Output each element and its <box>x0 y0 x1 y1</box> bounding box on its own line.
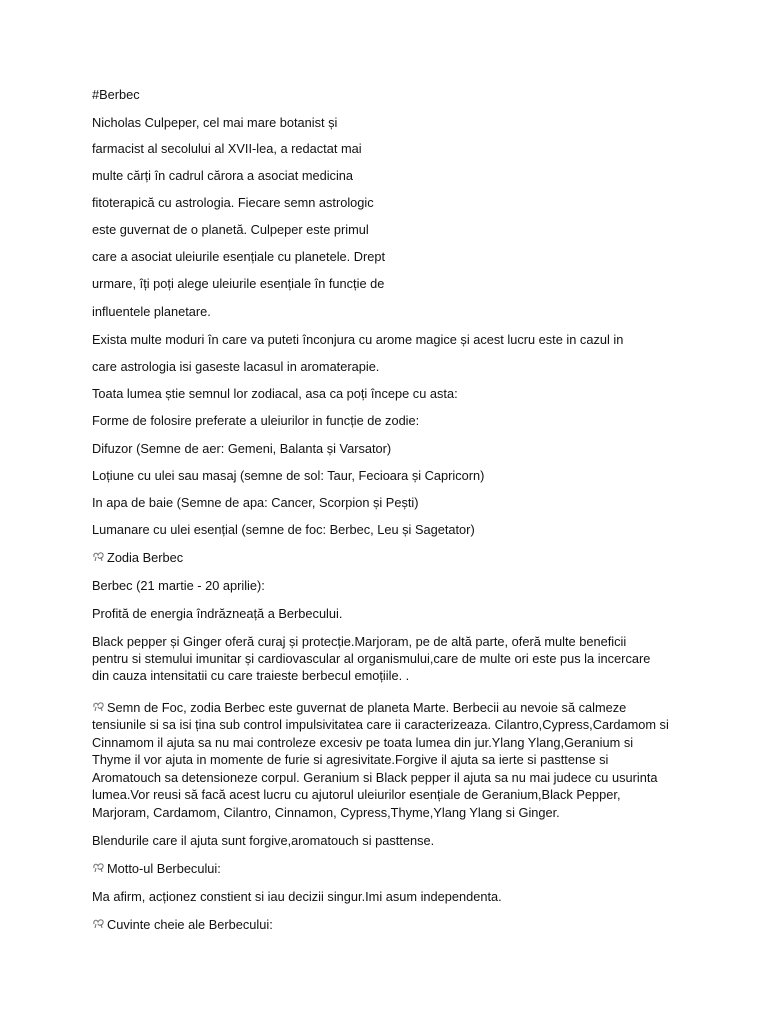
motto-line: Ma afirm, acționez constient si iau decizii singur.Imi asum independenta. <box>92 889 502 904</box>
use-item: Loțiune cu ulei sau masaj (semne de sol: Taur, Fecioara și Capricorn) <box>92 468 485 483</box>
semn-line: tensiunile si sa isi țina sub control impulsivitatea care ii caracterizeaza. Cilantro,Cypress,Cardamom si <box>92 717 669 732</box>
intro-line: multe cărți în cadrul cărora a asociat medicina <box>92 168 354 183</box>
semn-line: Semn de Foc, zodia Berbec este guvernat de planeta Marte. Berbecii au nevoie să calmeze <box>92 700 626 716</box>
semn-line: Marjoram, Cardamom, Cilantro, Cinnamon, Cypress,Thyme,Ylang Ylang si Ginger. <box>92 805 560 820</box>
zodia-heading: Zodia Berbec <box>92 550 183 566</box>
intro-line: fitoterapică cu astrologia. Fiecare semn astrologic <box>92 195 374 210</box>
ram-emoji-icon <box>92 701 106 713</box>
profita-line: Profită de energia îndrăzneață a Berbecului. <box>92 606 343 621</box>
intro-line: care a asociat uleiurile esențiale cu planetele. Drept <box>92 249 386 264</box>
toata-lumea-line: Toata lumea știe semnul lor zodiacal, asa ca poți începe cu asta: <box>92 386 458 401</box>
black-pepper-line: pentru si stemului imunitar și cardiovascular al organismului,care de multe ori este pus la incercare <box>92 651 651 666</box>
motto-heading: Motto-ul Berbecului: <box>92 861 221 877</box>
black-pepper-line: din cauza intensitatii cu care traieste berbecul emoțiile. . <box>92 668 410 683</box>
intro-line: este guvernat de o planetă. Culpeper este primul <box>92 222 369 237</box>
forme-line: Forme de folosire preferate a uleiurilor in funcție de zodie: <box>92 413 420 428</box>
use-item: In apa de baie (Semne de apa: Cancer, Scorpion și Pești) <box>92 495 419 510</box>
ram-emoji-icon <box>92 551 106 563</box>
semn-line: Thyme il vor ajuta in momente de furie si agresivitate.Forgive il ajuta sa ierte si pasttense si <box>92 752 609 767</box>
semn-line: Aromatouch sa detensioneze corpul. Geranium si Black pepper il ajuta sa nu mai judece cu usurinta <box>92 770 658 785</box>
intro-line: influentele planetare. <box>92 304 211 319</box>
use-item: Lumanare cu ulei esențial (semne de foc: Berbec, Leu și Sagetator) <box>92 522 475 537</box>
ram-emoji-icon <box>92 862 106 874</box>
blendurile-line: Blendurile care il ajuta sunt forgive,aromatouch si pasttense. <box>92 833 435 848</box>
cuvinte-heading: Cuvinte cheie ale Berbecului: <box>92 917 273 933</box>
intro-line: Nicholas Culpeper, cel mai mare botanist și <box>92 115 338 130</box>
use-item: Difuzor (Semne de aer: Gemeni, Balanta și Varsator) <box>92 441 392 456</box>
document-heading: #Berbec <box>92 87 140 102</box>
ram-emoji-icon <box>92 918 106 930</box>
arome-line: Exista multe moduri în care va puteti înconjura cu arome magice și acest lucru este in cazul in <box>92 332 624 347</box>
semn-line: lumea.Vor reusi să facă acest lucru cu ajutorul uleiurilor esențiale de Geranium,Black Pepper, <box>92 787 621 802</box>
black-pepper-line: Black pepper și Ginger oferă curaj și protecție.Marjoram, pe de altă parte, oferă multe beneficii <box>92 634 627 649</box>
arome-line: care astrologia isi gaseste lacasul in aromaterapie. <box>92 359 380 374</box>
intro-line: farmacist al secolului al XVII-lea, a redactat mai <box>92 141 362 156</box>
semn-line: Cinnamom il ajuta sa nu mai controleze excesiv pe toata lumea din jur.Ylang Ylang,Geranium si <box>92 735 634 750</box>
dates-line: Berbec (21 martie - 20 aprilie): <box>92 578 265 593</box>
intro-line: urmare, îți poți alege uleiurile esențiale în funcție de <box>92 276 385 291</box>
